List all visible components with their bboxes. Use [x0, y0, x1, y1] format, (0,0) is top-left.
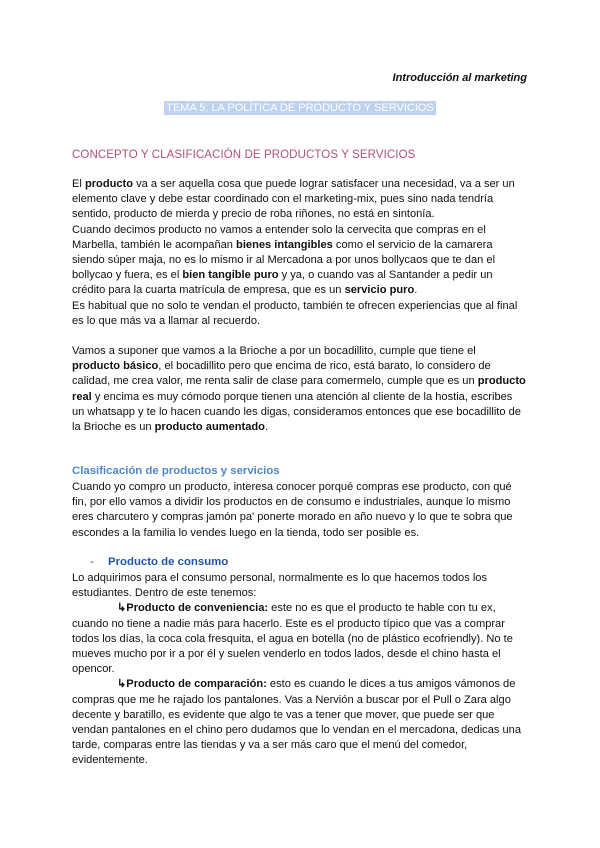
subsection-heading: Clasificación de productos y servicios	[72, 465, 280, 477]
text-line: fin, por ello vamos a dividir los productos en de consumo e industriales, aunque lo mismo	[72, 496, 511, 509]
paragraph-clasificacion	[72, 480, 530, 541]
bold-term: producto básico	[72, 360, 159, 373]
text-line: opencor.	[72, 663, 115, 676]
text-line: Vamos a suponer que vamos a la Brioche a por un bocadillito, cumple que tiene el	[72, 345, 476, 357]
text-line: Cuando decimos producto no vamos a entender solo la cervecita que compras en el	[72, 223, 486, 236]
text-line: vendan pantalones en el chino pero dudamos que lo vendan en el mercadona, dedicas una	[72, 724, 522, 737]
text-line: la Brioche es un producto aumentado.	[72, 421, 269, 434]
text-line: siendo súper maja, no es lo mismo ir al Mercadona a por unos bollycaos que te dan el	[72, 254, 496, 267]
document-title-highlight: TEMA 5: LA POLÍTICA DE PRODUCTO Y SERVICIOS	[166, 102, 434, 114]
text-line: es lo que más va a llamar al recuerdo.	[72, 314, 261, 327]
page-header: Introducción al marketing	[392, 72, 527, 84]
text-line: compras que me he rajado los pantalones. Vas a Nervión a buscar por el Pull o Zara algo	[72, 693, 511, 706]
bold-term: real	[72, 390, 92, 403]
bold-term: ↳Producto de comparación:	[117, 678, 267, 691]
text-line: bollycao y fuera, es el bien tangible puro y ya, o cuando vas al Santander a pedir un	[72, 269, 493, 282]
text-line: Marbella, también le acompañan bienes intangibles como el servicio de la camarera	[72, 238, 493, 251]
text-line: real y encima es muy cómodo porque tienen una atención al cliente de la hostia, escribes	[72, 390, 513, 403]
bullet-heading-text: Producto de consumo	[108, 556, 229, 568]
paragraph-producto	[72, 177, 530, 329]
text-line: calidad, me crea valor, me renta salir de clase para comermelo, cumple que es un producto	[72, 375, 526, 388]
text-line: eres charcutero y compras jamón pa' ponerte morado en año nuevo y lo que te sobra que	[72, 511, 513, 524]
paragraph-brioche	[72, 344, 530, 435]
bold-term: producto aumentado	[154, 421, 265, 434]
text-line: decente y baratillo, es evidente que algo te vas a tener que mover, que puede ser que	[72, 708, 495, 721]
paragraph-consumo	[72, 571, 530, 769]
text-line: Es habitual que no solo te vendan el producto, también te ofrecen experiencias que al final	[72, 299, 518, 312]
text-line: ↳Producto de conveniencia: este no es que el producto te hable con tu ex,	[117, 602, 496, 615]
text-line: mueves mucho por ir a por él y suelen venderlo en todos lados, desde el chino hasta el	[72, 648, 501, 661]
text-line: cuando no tiene a nadie más para hacerlo. Este es el producto típico que vas a comprar	[72, 617, 505, 630]
bullet-dash: -	[90, 556, 94, 568]
bold-term: servicio puro	[344, 284, 415, 297]
bold-term: producto	[84, 178, 134, 190]
bold-term: ↳Producto de conveniencia:	[117, 602, 269, 615]
text-line: El producto va a ser aquella cosa que puede lograr satisfacer una necesidad, va a ser un	[72, 178, 515, 190]
document-title	[0, 102, 600, 114]
bold-term: bien tangible puro	[182, 269, 279, 282]
text-line: Lo adquirimos para el consumo personal, normalmente es lo que hacemos todos los	[72, 572, 488, 584]
section-heading: CONCEPTO Y CLASIFICACIÓN DE PRODUCTOS Y SERVICIOS	[72, 149, 416, 161]
text-line: todos los días, la coca cola fresquita, el agua en botella (no de plástico ecofriendly). No te	[72, 632, 513, 645]
text-line: crédito para la cuarta matrícula de empresa, que es un servicio puro.	[72, 284, 418, 297]
text-line: escondes a la familia lo vendes luego en la tienda, todo ser posible es.	[72, 526, 420, 539]
text-line: producto básico, el bocadillito pero que encima de rico, está barato, lo considero de	[72, 360, 491, 373]
text-line: Cuando yo compro un producto, interesa conocer porqué compras ese producto, con qué	[72, 481, 512, 493]
text-line: sentido, producto de mierda y precio de roba riñones, no está en sintonía.	[72, 208, 435, 221]
text-line: tarde, comparas entre las tiendas y va a ser más caro que el menú del comedor,	[72, 739, 468, 752]
text-line: un whatsapp y te lo hacen cuando les digas, consideramos entonces que ese bocadillito de	[72, 405, 521, 418]
bullet-heading	[90, 556, 228, 568]
text-line: elemento clave y debe estar coordinado con el marketing-mix, pues sino nada tendría	[72, 193, 494, 206]
text-line: evidentemente.	[72, 754, 148, 767]
text-line: estudiantes. Dentro de este tenemos:	[72, 587, 257, 600]
bold-term: bienes intangibles	[236, 238, 333, 251]
text-line: ↳Producto de comparación: esto es cuando le dices a tus amigos vámonos de	[117, 678, 516, 691]
bold-term: producto	[477, 375, 526, 388]
